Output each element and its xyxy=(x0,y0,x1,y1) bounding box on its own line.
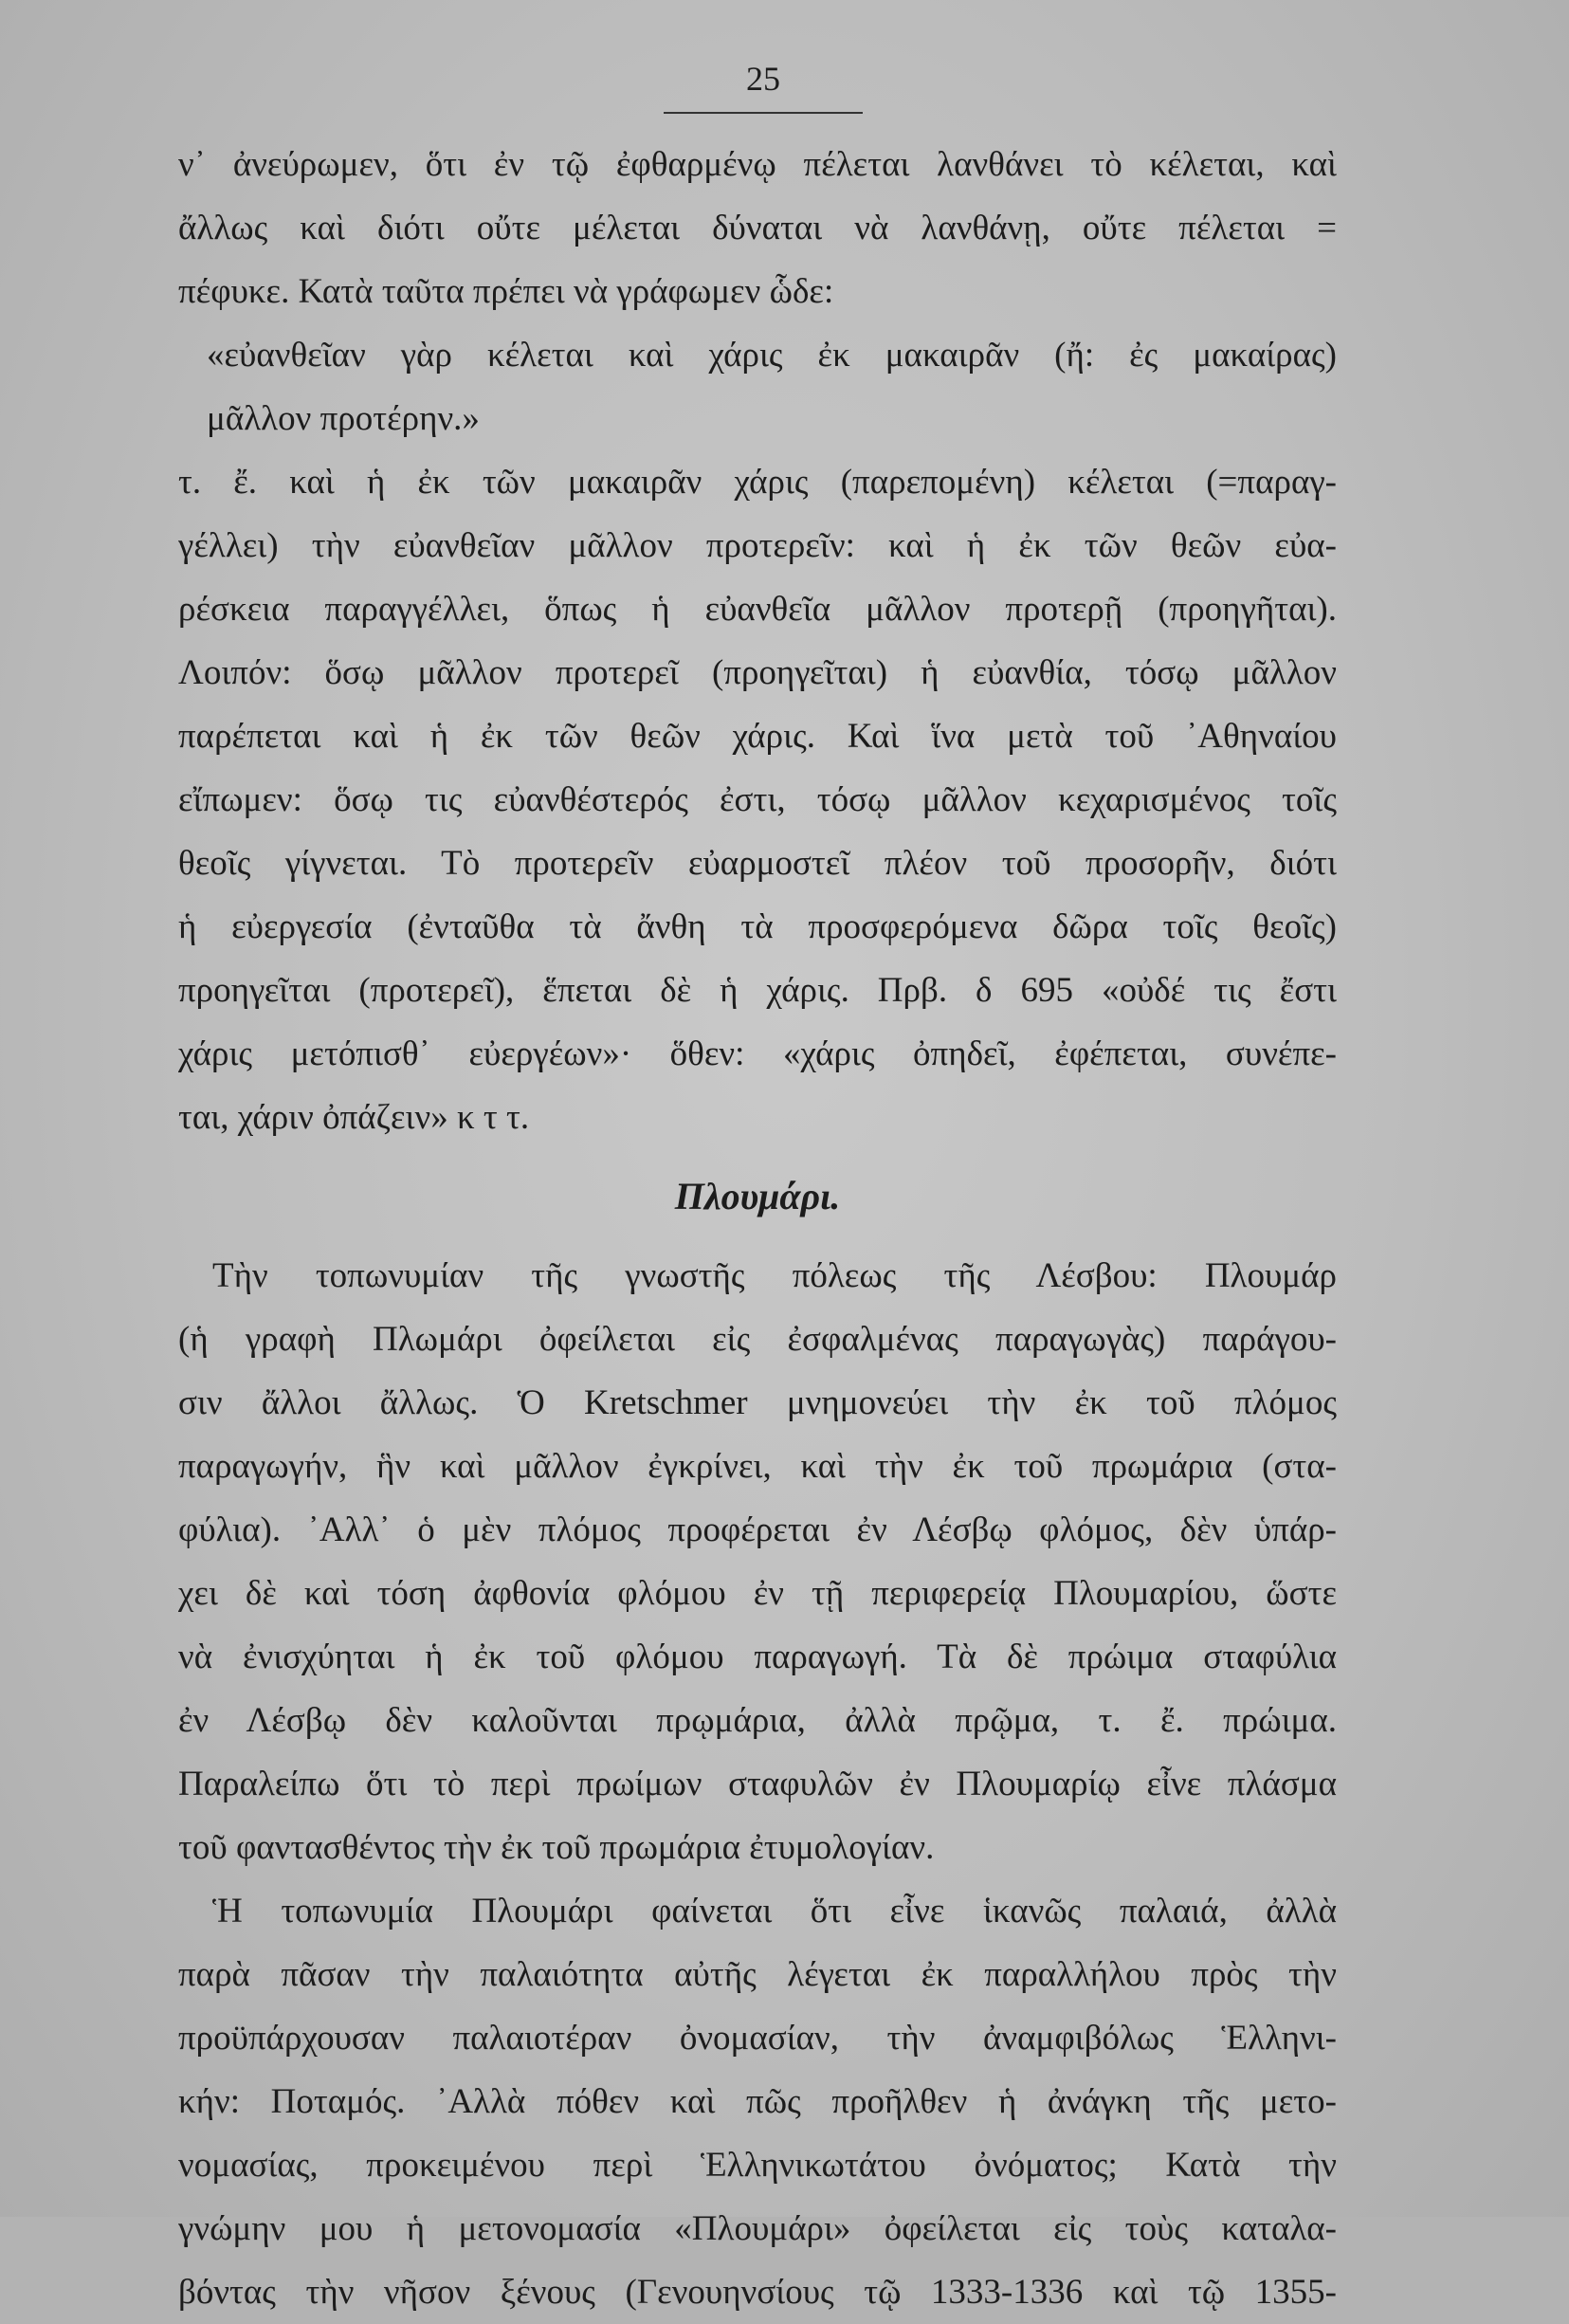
text-line: ται, χάριν ὀπάζειν» κ τ τ. xyxy=(178,1098,530,1137)
text-line: Τὴν τοπωνυμίαν τῆς γνωστῆς πόλεως τῆς Λέσβου: Πλουμάρ xyxy=(212,1256,1337,1295)
text-line: χάρις μετόπισθ᾽ εὐεργέων»· ὅθεν: «χάρις ὀπηδεῖ, ἐφέπεται, συνέπε- xyxy=(178,1034,1337,1073)
text-line: γέλλει) τὴν εὐανθεῖαν μᾶλλον προτερεῖν: καὶ ἡ ἐκ τῶν θεῶν εὐα- xyxy=(178,526,1337,565)
text-line: τ. ἔ. καὶ ἡ ἐκ τῶν μακαιρᾶν χάρις (παρεπομένη) κέλεται (=παραγ- xyxy=(178,463,1337,502)
text-line: παρὰ πᾶσαν τὴν παλαιότητα αὐτῆς λέγεται ἐκ παραλλήλου πρὸς τὴν xyxy=(178,1955,1337,1994)
text-line: θεοῖς γίγνεται. Τὸ προτερεῖν εὐαρμοστεῖ πλέον τοῦ προσορῆν, διότι xyxy=(178,844,1337,883)
text-line: κήν: Ποταμός. ᾿Αλλὰ πόθεν καὶ πῶς προῆλθεν ἡ ἀνάγκη τῆς μετο- xyxy=(178,2082,1337,2121)
quote-line: μᾶλλον προτέρην.» xyxy=(207,399,480,438)
text-line: προϋπάρχουσαν παλαιοτέραν ὀνομασίαν, τὴν ἀναμφιβόλως Ἑλληνι- xyxy=(178,2019,1337,2058)
text-line: χει δὲ καὶ τόση ἀφθονία φλόμου ἐν τῇ περιφερείᾳ Πλουμαρίου, ὥστε xyxy=(178,1574,1337,1613)
text-line: προηγεῖται (προτερεῖ), ἕπεται δὲ ἡ χάρις. Πρβ. δ 695 «οὐδέ τις ἔστι xyxy=(178,971,1337,1010)
text-line: σιν ἄλλοι ἄλλως. Ὁ Kretschmer μνημονεύει τὴν ἐκ τοῦ πλόμος xyxy=(178,1383,1337,1422)
text-line: παρέπεται καὶ ἡ ἐκ τῶν θεῶν χάρις. Καὶ ἵνα μετὰ τοῦ ᾿Αθηναίου xyxy=(178,717,1337,756)
text-line: φύλια). ᾿Αλλ᾽ ὁ μὲν πλόμος προφέρεται ἐν Λέσβῳ φλόμος, δὲν ὑπάρ- xyxy=(178,1510,1337,1549)
text-line: Ἡ τοπωνυμία Πλουμάρι φαίνεται ὅτι εἶνε ἱκανῶς παλαιά, ἀλλὰ xyxy=(212,1892,1337,1931)
text-line: νομασίας, προκειμένου περὶ Ἑλληνικωτάτου ὀνόματος; Κατὰ τὴν xyxy=(178,2146,1337,2185)
text-line: ἄλλως καὶ διότι οὔτε μέλεται δύναται νὰ λανθάνῃ, οὔτε πέλεται = xyxy=(178,209,1337,247)
section-heading: Πλουμάρι. xyxy=(674,1175,841,1217)
text-line: ἡ εὐεργεσία (ἐνταῦθα τὰ ἄνθη τὰ προσφερόμενα δῶρα τοῖς θεοῖς) xyxy=(178,907,1337,946)
text-line: τοῦ φαντασθέντος τὴν ἐκ τοῦ πρωμάρια ἐτυμολογίαν. xyxy=(178,1828,935,1867)
text-line: γνώμην μου ἡ μετονομασία «Πλουμάρι» ὀφείλεται εἰς τοὺς καταλα- xyxy=(178,2209,1337,2248)
text-line: (ἡ γραφὴ Πλωμάρι ὀφείλεται εἰς ἐσφαλμένας παραγωγὰς) παράγου- xyxy=(178,1320,1337,1359)
text-line: ρέσκεια παραγγέλλει, ὅπως ἡ εὐανθεῖα μᾶλλον προτερῇ (προηγῆται). xyxy=(178,590,1337,629)
body-text xyxy=(178,133,1337,2324)
text-line: παραγωγήν, ἣν καὶ μᾶλλον ἐγκρίνει, καὶ τὴν ἐκ τοῦ πρωμάρια (στα- xyxy=(178,1447,1337,1486)
text-line: Λοιπόν: ὅσῳ μᾶλλον προτερεῖ (προηγεῖται) ἡ εὐανθία, τόσῳ μᾶλλον xyxy=(178,653,1337,692)
page-number: 25 xyxy=(746,60,780,98)
text-line: Παραλείπω ὅτι τὸ περὶ πρωίμων σταφυλῶν ἐν Πλουμαρίῳ εἶνε πλάσμα xyxy=(178,1765,1337,1803)
text-line: ν᾽ ἀνεύρωμεν, ὅτι ἐν τῷ ἐφθαρμένῳ πέλεται λανθάνει τὸ κέλεται, καὶ xyxy=(178,145,1337,184)
text-line: πέφυκε. Κατὰ ταῦτα πρέπει νὰ γράφωμεν ὧδε: xyxy=(178,272,834,311)
text-line: εἴπωμεν: ὅσῳ τις εὐανθέστερός ἐστι, τόσῳ μᾶλλον κεχαρισμένος τοῖς xyxy=(178,780,1337,819)
text-line: βόντας τὴν νῆσον ξένους (Γενουηνσίους τῷ 1333-1336 καὶ τῷ 1355- xyxy=(178,2273,1337,2312)
text-line: νὰ ἐνισχύηται ἡ ἐκ τοῦ φλόμου παραγωγή. Τὰ δὲ πρώιμα σταφύλια xyxy=(178,1638,1337,1676)
quote-line: «εὐανθεῖαν γὰρ κέλεται καὶ χάρις ἐκ μακαιρᾶν (ἤ: ἐς μακαίρας) xyxy=(207,336,1337,375)
text-line: ἐν Λέσβῳ δὲν καλοῦνται πρῳμάρια, ἀλλὰ πρῷμα, τ. ἔ. πρώιμα. xyxy=(178,1701,1337,1740)
page-number-rule xyxy=(664,112,863,114)
